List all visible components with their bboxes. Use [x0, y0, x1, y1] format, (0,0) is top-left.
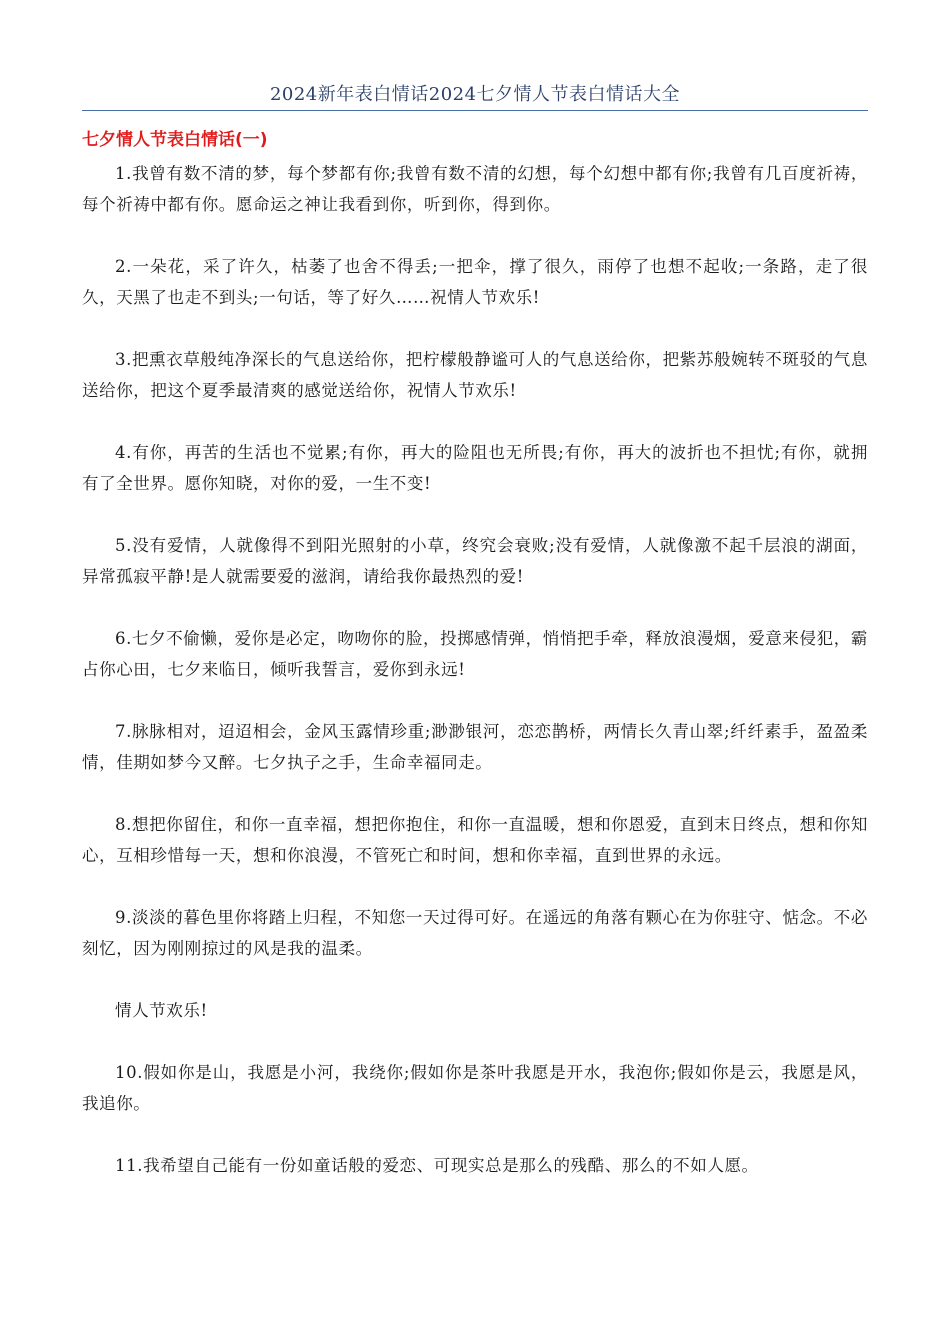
section-title: 七夕情人节表白情话(一): [82, 130, 268, 150]
paragraph-3: 3.把熏衣草般纯净深长的气息送给你，把柠檬般静谧可人的气息送给你，把紫苏般婉转不斑驳的气息送给你，把这个夏季最清爽的感觉送给你，祝情人节欢乐!: [82, 350, 868, 400]
paragraph-2: 2.一朵花，采了许久，枯萎了也舍不得丢;一把伞，撑了很久，雨停了也想不起收;一条路，走了很久，天黑了也走不到头;一句话，等了好久……祝情人节欢乐!: [82, 257, 868, 307]
paragraph-greeting: 情人节欢乐!: [115, 1001, 208, 1020]
paragraph-5: 5.没有爱情，人就像得不到阳光照射的小草，终究会衰败;没有爱情，人就像激不起千层浪的湖面，异常孤寂平静!是人就需要爱的滋润，请给我你最热烈的爱!: [82, 536, 868, 586]
paragraph-4: 4.有你，再苦的生活也不觉累;有你，再大的险阻也无所畏;有你，再大的波折也不担忧;有你，就拥有了全世界。愿你知晓，对你的爱，一生不变!: [82, 443, 868, 493]
document-title: 2024新年表白情话2024七夕情人节表白情话大全: [269, 84, 681, 105]
paragraph-10: 10.假如你是山，我愿是小河，我绕你;假如你是茶叶我愿是开水，我泡你;假如你是云，我愿是风，我追你。: [82, 1063, 868, 1113]
paragraph-11: 11.我希望自己能有一份如童话般的爱恋、可现实总是那么的残酷、那么的不如人愿。: [115, 1156, 759, 1175]
paragraph-7: 7.脉脉相对，迢迢相会，金风玉露情珍重;渺渺银河，恋恋鹊桥，两情长久青山翠;纤纤素手，盈盈柔情，佳期如梦今又醉。七夕执子之手，生命幸福同走。: [82, 722, 868, 772]
document-header: [82, 82, 868, 111]
paragraph-9: 9.淡淡的暮色里你将踏上归程，不知您一天过得可好。在遥远的角落有颗心在为你驻守、惦念。不必刻忆，因为刚刚掠过的风是我的温柔。: [82, 908, 868, 958]
paragraph-6: 6.七夕不偷懒，爱你是必定，吻吻你的脸，投掷感情弹，悄悄把手牵，释放浪漫烟，爱意来侵犯，霸占你心田，七夕来临日，倾听我誓言，爱你到永远!: [82, 629, 868, 679]
paragraph-8: 8.想把你留住，和你一直幸福，想把你抱住，和你一直温暖，想和你恩爱，直到末日终点，想和你知心，互相珍惜每一天，想和你浪漫，不管死亡和时间，想和你幸福，直到世界的永远。: [82, 815, 868, 865]
paragraph-1: 1.我曾有数不清的梦，每个梦都有你;我曾有数不清的幻想，每个幻想中都有你;我曾有几百度祈祷，每个祈祷中都有你。愿命运之神让我看到你，听到你，得到你。: [82, 164, 868, 214]
document-body: [82, 158, 868, 1212]
